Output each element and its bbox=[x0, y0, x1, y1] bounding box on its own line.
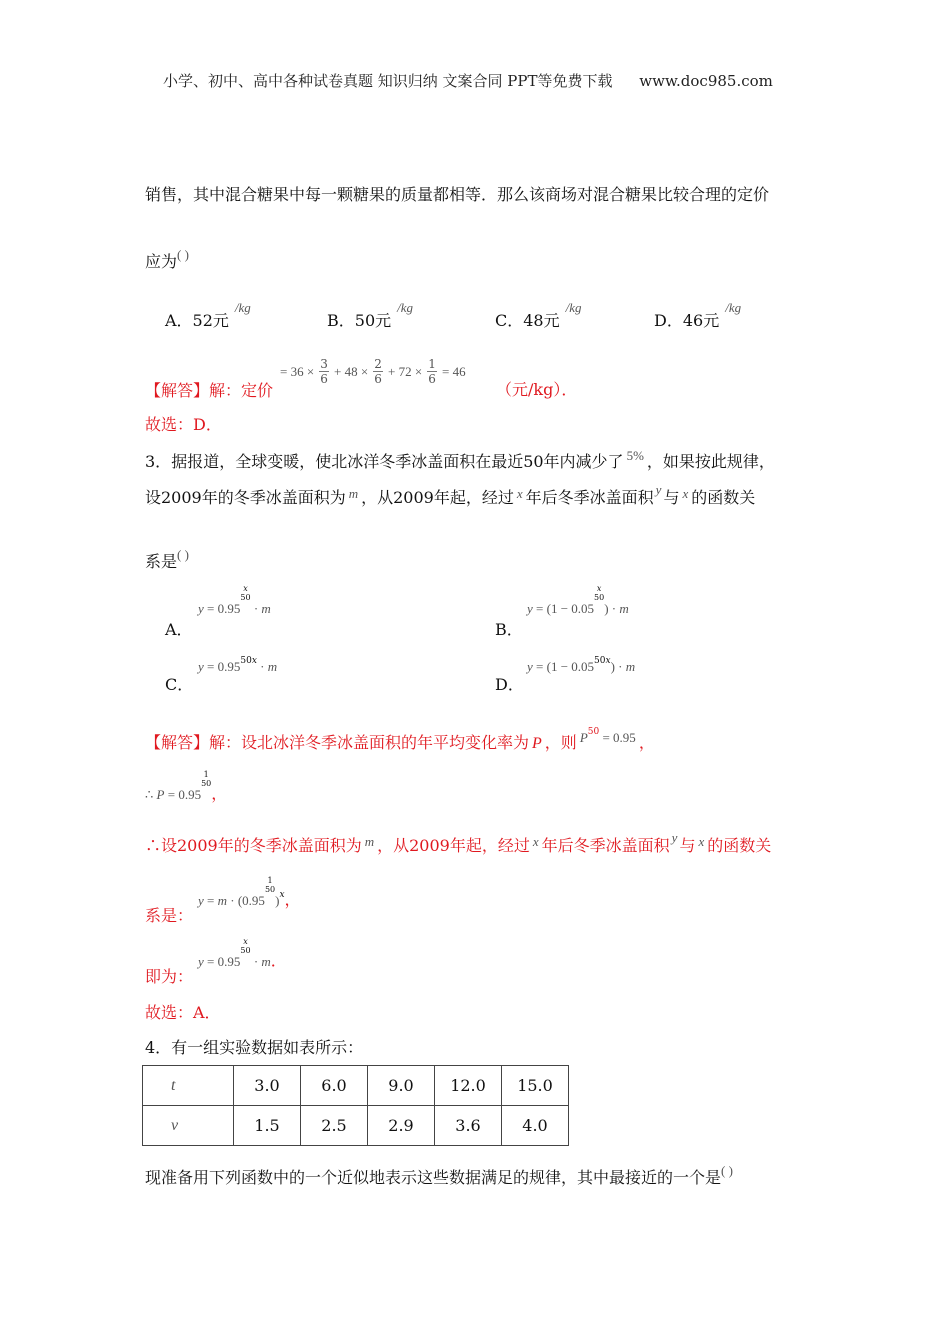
q3-option-b-formula: y = (1 − 0.05x 50) · m bbox=[527, 584, 629, 616]
q2-option-d-label: D．46元 bbox=[654, 311, 720, 330]
q2-option-a bbox=[165, 300, 251, 332]
q3-stem-line2: 设2009年的冬季冰盖面积为 $^m$ ，从2009年起，经过 $^x$ 年后冬季冰盖面积 $^y$ 与 $^x$ 的函数关 bbox=[145, 482, 756, 507]
q3-solution-line4-formula: y = m · (0.951 50)$^x$， bbox=[198, 876, 301, 909]
q3-solution-line5-formula: y = 0.95x 50 · m． bbox=[198, 937, 287, 970]
q2-answer-unit: （元/kg）． bbox=[496, 380, 578, 399]
table-cell: 15.0 bbox=[502, 1066, 569, 1106]
q2-option-b-unit: /kg bbox=[397, 300, 414, 315]
table-cell: 4.0 bbox=[502, 1106, 569, 1146]
q3-percent: 5% bbox=[626, 448, 644, 463]
q3-option-a-label: A． bbox=[165, 620, 193, 639]
q4-question: 现准备用下列函数中的一个近似地表示这些数据满足的规律，其中最接近的一个是( ) bbox=[145, 1163, 733, 1187]
q3-choice: 故选：A． bbox=[145, 1003, 221, 1022]
q2-option-c-label: C．48元 bbox=[495, 311, 560, 330]
q2-stem-text: 应为 bbox=[145, 252, 178, 271]
header-text: 小学、初中、高中各种试卷真题 知识归纳 文案合同 PPT等免费下载 bbox=[163, 72, 613, 90]
q3-number: 3． bbox=[145, 452, 172, 471]
q3-option-c-formula: $y = 0.95^{50x} \cdot m$ bbox=[198, 656, 278, 674]
q3-solution-line4-label: 系是： bbox=[145, 906, 194, 925]
q2-answer-prefix: 【解答】解：定价 bbox=[145, 381, 274, 400]
table-cell: 9.0 bbox=[368, 1066, 435, 1106]
q2-option-b bbox=[327, 300, 414, 332]
q2-choice: 故选：D． bbox=[145, 415, 222, 434]
q2-option-d bbox=[654, 300, 742, 332]
q2-option-a-unit: /kg bbox=[234, 300, 251, 315]
q3-option-d-formula: $y = (1 - 0.05^{50x}) \cdot m$ bbox=[527, 656, 636, 674]
table-row-head: t bbox=[143, 1066, 234, 1106]
q2-answer-paren: ( ) bbox=[177, 247, 189, 262]
page-header bbox=[163, 70, 773, 91]
q2-option-c-unit: /kg bbox=[565, 300, 582, 315]
table-row bbox=[143, 1106, 569, 1146]
q3-stem-line3: 系是( ) bbox=[145, 547, 189, 571]
header-url: www.doc985.com bbox=[639, 72, 773, 90]
table-row bbox=[143, 1066, 569, 1106]
table-cell: 3.6 bbox=[435, 1106, 502, 1146]
q3-stem-line1: 3．据报道，全球变暖，使北冰洋冬季冰盖面积在最近50年内减少了 $^{5\%}$ ，如果按此规律， bbox=[145, 448, 775, 471]
q3-option-c-label: C． bbox=[165, 675, 194, 694]
table-cell: 12.0 bbox=[435, 1066, 502, 1106]
q4-stem: 4．有一组实验数据如表所示： bbox=[145, 1038, 364, 1057]
q3-solution-line5-label: 即为： bbox=[145, 967, 194, 986]
q2-option-c bbox=[495, 300, 582, 332]
table-cell: 3.0 bbox=[234, 1066, 301, 1106]
q3-solution-line2: ∴ P = 0.951 50， bbox=[145, 770, 228, 803]
q2-stem-line1: 销售，其中混合糖果中每一颗糖果的质量都相等．那么该商场对混合糖果比较合理的定价 bbox=[145, 185, 770, 204]
table-cell: 1.5 bbox=[234, 1106, 301, 1146]
q4-data-table bbox=[142, 1065, 569, 1146]
q2-stem-line2 bbox=[145, 247, 189, 273]
table-row-head: v bbox=[143, 1106, 234, 1146]
q3-solution-line3: ∴设2009年的冬季冰盖面积为 $^m$ ，从2009年起，经过 $^x$ 年后冬季冰盖面积 $^y$ 与 $^x$ 的函数关 bbox=[145, 830, 772, 855]
q2-option-a-label: A．52元 bbox=[165, 311, 229, 330]
q3-option-a-formula: y = 0.95x 50 · m bbox=[198, 584, 271, 616]
q3-option-b-label: B． bbox=[495, 620, 523, 639]
q3-option-d-label: D． bbox=[495, 675, 524, 694]
table-cell: 2.5 bbox=[301, 1106, 368, 1146]
table-cell: 2.9 bbox=[368, 1106, 435, 1146]
q2-answer-formula: = 36 × $\frac{3}{6}$ + 48 × $\frac{2}{6}$ + 72 × $\frac{1}{6}$ = 46 bbox=[280, 357, 466, 386]
q2-option-d-unit: /kg bbox=[725, 300, 742, 315]
q2-option-b-label: B．50元 bbox=[327, 311, 392, 330]
table-cell: 6.0 bbox=[301, 1066, 368, 1106]
q3-solution-line1: 【解答】解：设北冰洋冬季冰盖面积的年平均变化率为 P ，则 $P^{50} = 0.95$ ， bbox=[145, 727, 655, 752]
